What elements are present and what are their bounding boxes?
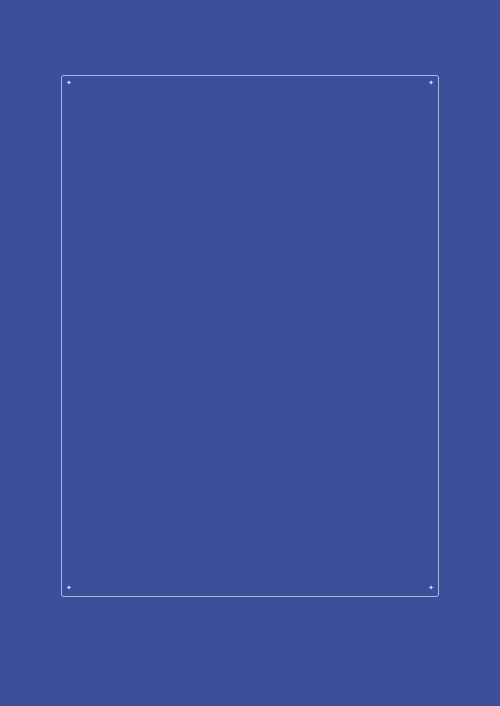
top-kids-row bbox=[68, 22, 432, 66]
corner-star-icon: ✦ bbox=[66, 80, 72, 87]
corner-star-icon: ✦ bbox=[428, 80, 434, 87]
content-frame bbox=[61, 75, 439, 597]
right-kids-column bbox=[450, 70, 480, 636]
corner-star-icon: ✦ bbox=[66, 585, 72, 592]
left-kids-column bbox=[20, 70, 50, 636]
corner-star-icon: ✦ bbox=[428, 585, 434, 592]
bottom-kids-row bbox=[68, 644, 432, 688]
